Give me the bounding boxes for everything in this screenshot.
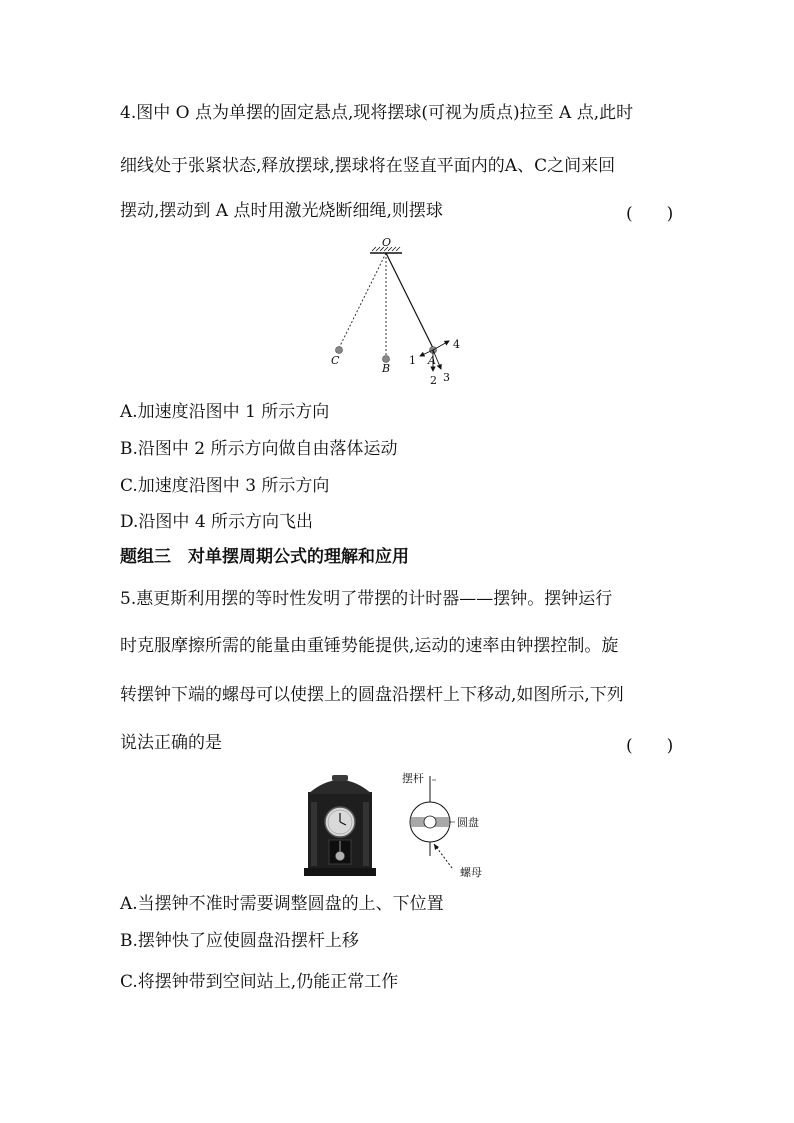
label-b: B <box>382 362 391 375</box>
label-a: A <box>428 354 436 367</box>
q5-line-2: 时克服摩擦所需的能量由重锤势能提供,运动的速率由钟摆控制。旋 <box>120 636 619 656</box>
q5-line-1: 5.惠更斯利用摆的等时性发明了带摆的计时器——摆钟。摆钟运行 <box>120 589 613 609</box>
nut-arrowhead <box>434 844 439 850</box>
clock-pillar-right <box>363 802 369 866</box>
label-dir-1: 1 <box>409 354 416 367</box>
q5-option-a: A.当摆钟不准时需要调整圆盘的上、下位置 <box>120 894 444 914</box>
q4-answer-paren: ( ) <box>626 204 674 224</box>
q5-line-4: 说法正确的是 <box>120 733 222 753</box>
clock-pendulum-bob <box>336 852 345 861</box>
label-dir-3: 3 <box>443 371 450 384</box>
q4-line-3: 摆动,摆动到 A 点时用激光烧断细绳,则摆球 <box>120 201 443 221</box>
label-disk: 圆盘 <box>457 816 479 829</box>
q4-line-2: 细线处于张紧状态,释放摆球,摆球将在竖直平面内的A、C之间来回 <box>120 156 616 176</box>
label-rod: 摆杆 <box>402 772 424 785</box>
string-to-a <box>386 253 433 348</box>
disk-center-hole <box>424 816 436 828</box>
q4-line-1: 4.图中 O 点为单摆的固定悬点,现将摆球(可视为质点)拉至 A 点,此时 <box>120 103 634 123</box>
clock-arch <box>308 780 372 794</box>
q5-option-b: B.摆钟快了应使圆盘沿摆杆上移 <box>120 931 359 951</box>
string-to-c <box>339 253 386 348</box>
label-c: C <box>331 354 340 367</box>
arrow-4 <box>433 341 449 350</box>
q5-option-c: C.将摆钟带到空间站上,仍能正常工作 <box>120 972 399 992</box>
clock-base <box>304 868 376 876</box>
q4-option-c: C.加速度沿图中 3 所示方向 <box>120 476 330 496</box>
pendulum-figure <box>320 234 470 384</box>
q5-answer-paren: ( ) <box>626 736 674 756</box>
clock-handle <box>332 775 348 781</box>
section-title: 题组三 对单摆周期公式的理解和应用 <box>120 547 409 567</box>
pendulum-clock-image <box>304 772 376 876</box>
q4-option-a: A.加速度沿图中 1 所示方向 <box>120 402 330 422</box>
ball-c <box>336 347 343 354</box>
label-nut: 螺母 <box>460 866 482 879</box>
pendulum-disk-diagram <box>400 768 500 880</box>
label-dir-2: 2 <box>430 374 437 384</box>
q4-option-d: D.沿图中 4 所示方向飞出 <box>120 512 314 532</box>
label-o: O <box>382 236 392 249</box>
q5-line-3: 转摆钟下端的螺母可以使摆上的圆盘沿摆杆上下移动,如图所示,下列 <box>120 685 624 705</box>
label-dir-4: 4 <box>453 338 460 351</box>
clock-pillar-left <box>311 802 317 866</box>
q4-option-b: B.沿图中 2 所示方向做自由落体运动 <box>120 439 398 459</box>
